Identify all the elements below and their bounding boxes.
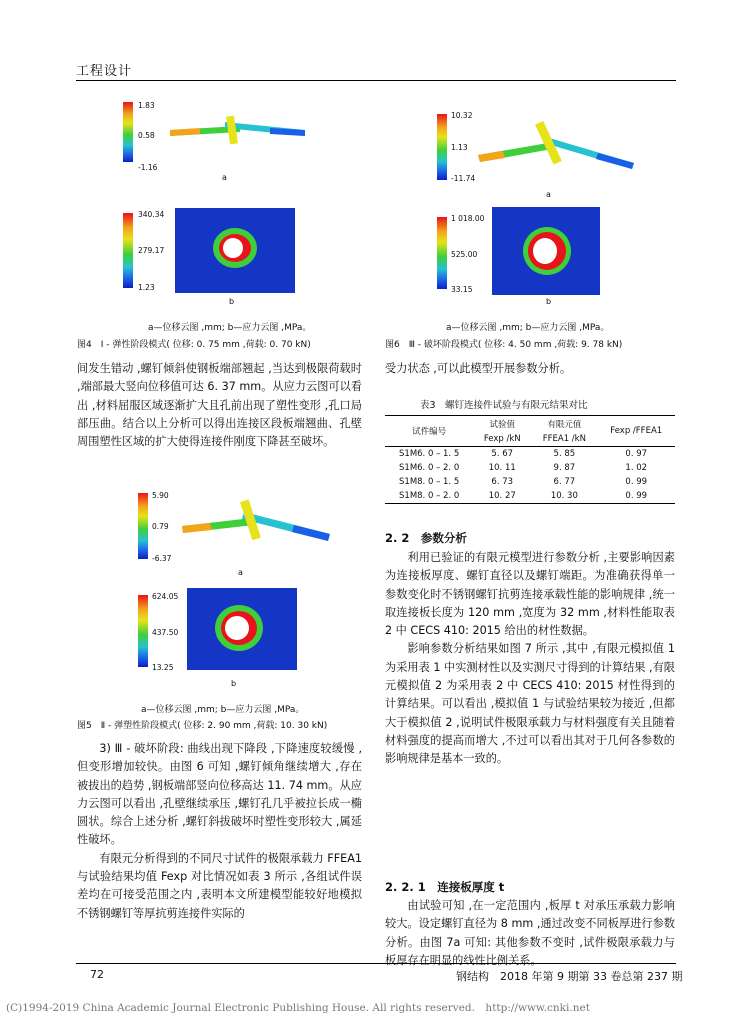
fig6b-colorbar — [437, 217, 447, 289]
footer-rule — [76, 963, 676, 964]
fig4b-sublabel: b — [229, 297, 235, 306]
page-number: 72 — [90, 968, 104, 981]
fig6a-sublabel: a — [546, 190, 551, 199]
left-paragraph-1 — [77, 360, 362, 451]
section-2-2-heading: 2. 2 参数分析 — [385, 531, 467, 545]
fig4b-tick-min: 1.23 — [138, 283, 155, 292]
fig5-caption: 图5 Ⅱ - 弹塑性阶段模式( 位移: 2. 90 mm ,荷载: 10. 30 kN) — [77, 721, 328, 731]
fig4-caption: 图4 Ⅰ - 弹性阶段模式( 位移: 0. 75 mm ,荷载: 0. 70 kN) — [77, 340, 311, 350]
left-para-2-text: 3) Ⅲ - 破坏阶段: 曲线出现下降段 ,下降速度较缓慢 ,但变形增加较快。由图 6 可知 ,螺钉倾角继续增大 ,存在被拔出的趋势 ,钢板端部竖向位移高达 11. 74 mm。从应力云图可以看出 ,孔壁继续承压 ,螺钉孔几乎被拉长成一椭圆状。综合上述分析 ,螺钉斜拔破坏时塑性变形较大 ,属延性破坏。 — [77, 742, 362, 847]
fig4a-sublabel: a — [222, 173, 227, 182]
fig5a-tick-min: -6.37 — [152, 554, 172, 563]
fig6a-tick-min: -11.74 — [451, 174, 476, 183]
fig5b-colorbar — [138, 595, 148, 667]
table-cell: 10. 27 — [488, 491, 516, 501]
fig5-legend: a—位移云图 ,mm; b—应力云图 ,MPa。 — [141, 705, 305, 715]
fig6b-stress-plate — [492, 207, 600, 295]
table3 — [385, 415, 675, 504]
table-cell: 1. 02 — [625, 463, 648, 473]
table3-header-ratio: Fexp /FFEA1 — [597, 416, 675, 447]
left-paragraph-2 — [77, 740, 362, 923]
table-cell: 10. 11 — [488, 463, 516, 473]
table3-header-id: 试件编号 — [385, 416, 473, 447]
fig5b-tick-min: 13.25 — [152, 663, 174, 672]
table-row — [385, 461, 675, 475]
header-rule — [76, 80, 676, 81]
fig6a-tick-mid: 1.13 — [451, 143, 468, 152]
table-cell: 0. 97 — [625, 449, 648, 459]
fig4a-deformed-model — [170, 112, 310, 152]
table3-header-fea: 有限元值 — [547, 420, 582, 430]
right-paragraph-0 — [385, 360, 675, 378]
table-cell: S1M6. 0 – 1. 5 — [399, 449, 460, 459]
table3-subheader-fea: FFEA1 /kN — [531, 432, 597, 447]
fig6-caption: 图6 Ⅲ - 破坏阶段模式( 位移: 4. 50 mm ,荷载: 9. 78 kN) — [385, 340, 623, 350]
table3-title: 表3 螺钉连接件试验与有限元结果对比 — [420, 400, 588, 411]
fig4b-tick-max: 340.34 — [138, 210, 165, 219]
fig5b-stress-plate — [187, 588, 297, 670]
left-para-3-text: 有限元分析得到的不同尺寸试件的极限承载力 FFEA1 与试验结果均值 Fexp 对比情况如表 3 所示 ,各组试件误差均在可接受范围之内 ,表明本文所建模型能较好地模拟不锈钢螺钉等厚抗剪连接件实际的 — [77, 851, 362, 920]
section-2-2-1-heading: 2. 2. 1 连接板厚度 t — [385, 880, 505, 894]
copyright-notice: (C)1994-2019 China Academic Journal Electronic Publishing House. All rights reserved. http://www.cnki.net — [6, 1002, 590, 1014]
fig5b-tick-mid: 437.50 — [152, 628, 179, 637]
fig6b-tick-min: 33.15 — [451, 285, 473, 294]
running-header: 工程设计 — [76, 64, 133, 79]
table-cell: 0. 99 — [625, 491, 648, 501]
fig6a-tick-max: 10.32 — [451, 111, 473, 120]
table-row — [385, 447, 675, 462]
fig6a-deformed-model — [478, 115, 638, 185]
fig4-legend: a—位移云图 ,mm; b—应力云图 ,MPa。 — [148, 323, 312, 333]
fig5a-tick-mid: 0.79 — [152, 522, 169, 531]
fig4b-colorbar — [123, 213, 133, 288]
right-para-3-text: 由试验可知 ,在一定范围内 ,板厚 t 对承压承载力影响较大。设定螺钉直径为 8 mm ,通过改变不同板厚进行参数分析。由图 7a 可知: 其他参数不变时 ,试件极限承载力与板厚存在明显的线性比例关系。 — [385, 899, 675, 967]
fig6a-colorbar — [437, 114, 447, 180]
table-cell: S1M6. 0 – 2. 0 — [399, 463, 460, 473]
fig5b-sublabel: b — [231, 679, 237, 688]
table-row — [385, 475, 675, 489]
fig4a-colorbar — [123, 102, 133, 162]
left-para-1-text: 间发生错动 ,螺钉倾斜使钢板端部翘起 ,当达到极限荷载时 ,端部最大竖向位移值可达 6. 37 mm。从应力云图可以看出 ,材料屈服区域逐渐扩大且孔前出现了塑性变形 ,孔口局部压曲。结合以上分析可以得出连接区段板端翘曲、孔壁周围塑性区域的扩大使得连接件刚度下降甚至破坏。 — [77, 362, 362, 449]
table-cell: 6. 73 — [491, 477, 514, 487]
fig6b-sublabel: b — [546, 297, 552, 306]
table-cell: 5. 85 — [553, 449, 576, 459]
right-paragraph-3 — [385, 897, 675, 970]
table-cell: 0. 99 — [625, 477, 648, 487]
fig4a-tick-min: -1.16 — [138, 163, 158, 172]
table-cell: 5. 67 — [491, 449, 514, 459]
fig4b-tick-mid: 279.17 — [138, 246, 165, 255]
fig4a-tick-max: 1.83 — [138, 101, 155, 110]
fig6-legend: a—位移云图 ,mm; b—应力云图 ,MPa。 — [446, 323, 610, 333]
right-para-1-text: 利用已验证的有限元模型进行参数分析 ,主要影响因素为连接板厚度、螺钉直径以及螺钉端距。为准确获得单一参数变化时不锈钢螺钉抗剪连接承载性能的影响规律 ,统一取连接板长度为 120 mm ,宽度为 32 mm ,材料性能取表 2 中 CECS 410: 2015 给出的材性数据。 — [385, 551, 675, 638]
right-paragraph-1 — [385, 549, 675, 769]
table-cell: 9. 87 — [553, 463, 576, 473]
fig5a-sublabel: a — [238, 568, 243, 577]
journal-info: 钢结构 2018 年第 9 期第 33 卷总第 237 期 — [456, 970, 683, 983]
fig6b-tick-max: 1 018.00 — [451, 214, 485, 223]
fig6b-tick-mid: 525.00 — [451, 250, 478, 259]
right-para-2-text: 影响参数分析结果如图 7 所示 ,其中 ,有限元模拟值 1 为采用表 1 中实测材性以及实测尺寸得到的计算结果 ,有限元模拟值 2 为采用表 2 中 CECS 410: 2015 材性得到的计算结果。可以看出 ,模拟值 1 与试验结果较为接近 ,但都大于模拟值 2 ,说明试件极限承载力与材料强度有关且随着材料强度的提高而增大 ,不过可以看出其对于几何各参数的影响规律是基本一致的。 — [385, 642, 675, 766]
table-row — [385, 489, 675, 504]
table-cell: 10. 30 — [550, 491, 578, 501]
table3-subheader-exp: Fexp /kN — [473, 432, 531, 447]
table-cell: S1M8. 0 – 2. 0 — [399, 491, 460, 501]
table-cell: 6. 77 — [553, 477, 576, 487]
fig4b-stress-plate — [175, 208, 295, 293]
fig4a-tick-mid: 0.58 — [138, 131, 155, 140]
fig5a-deformed-model — [182, 498, 332, 553]
table3-header-exp: 试验值 — [489, 420, 515, 430]
fig5a-colorbar — [138, 493, 148, 559]
fig5b-tick-max: 624.05 — [152, 592, 179, 601]
right-para-0-text: 受力状态 ,可以此模型开展参数分析。 — [385, 362, 572, 375]
fig5a-tick-max: 5.90 — [152, 491, 169, 500]
table-cell: S1M8. 0 – 1. 5 — [399, 477, 460, 487]
